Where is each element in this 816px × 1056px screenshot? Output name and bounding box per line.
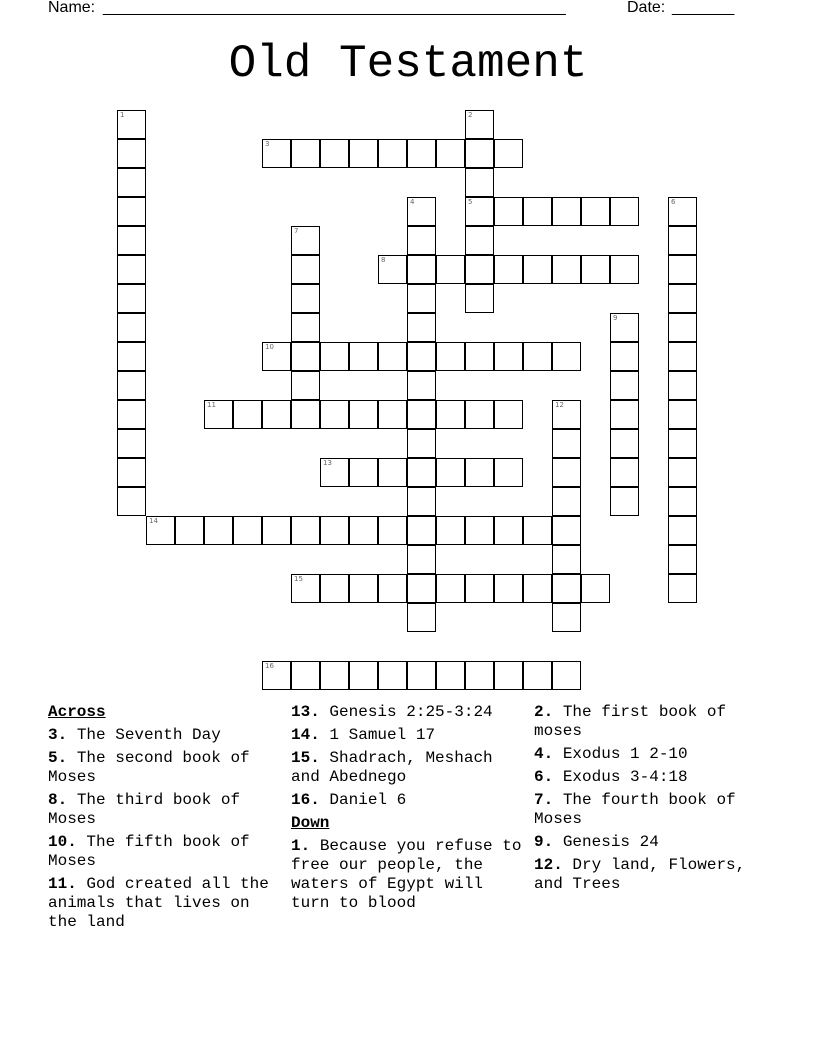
clue-number: 11. bbox=[48, 875, 77, 893]
grid-cell[interactable] bbox=[668, 284, 697, 313]
grid-cell[interactable] bbox=[552, 516, 581, 545]
across-clue bbox=[48, 875, 284, 932]
grid-cell[interactable] bbox=[465, 458, 494, 487]
grid-cell[interactable] bbox=[494, 342, 523, 371]
grid-cell[interactable] bbox=[407, 574, 436, 603]
grid-cell[interactable] bbox=[320, 516, 349, 545]
grid-cell[interactable] bbox=[291, 400, 320, 429]
grid-cell[interactable] bbox=[378, 661, 407, 690]
grid-cell[interactable] bbox=[465, 516, 494, 545]
clue-number: 7. bbox=[534, 791, 554, 809]
across-clue bbox=[48, 726, 284, 745]
grid-cell[interactable] bbox=[436, 574, 465, 603]
grid-cell[interactable] bbox=[668, 458, 697, 487]
grid-cell[interactable] bbox=[204, 516, 233, 545]
grid-cell[interactable] bbox=[320, 139, 349, 168]
grid-cell[interactable] bbox=[407, 139, 436, 168]
grid-cell[interactable] bbox=[494, 197, 523, 226]
grid-cell[interactable] bbox=[436, 255, 465, 284]
grid-cell[interactable] bbox=[291, 255, 320, 284]
across-clue bbox=[291, 749, 527, 787]
grid-cell[interactable] bbox=[668, 516, 697, 545]
name-label: Name: bbox=[48, 0, 96, 16]
clues-column-2 bbox=[291, 703, 527, 917]
clue-number: 1. bbox=[291, 837, 311, 855]
clue-number: 10. bbox=[48, 833, 77, 851]
grid-cell[interactable] bbox=[378, 458, 407, 487]
cell-number: 13 bbox=[323, 459, 332, 467]
grid-cell[interactable] bbox=[117, 255, 146, 284]
grid-cell[interactable] bbox=[407, 516, 436, 545]
across-heading: Across bbox=[48, 703, 106, 721]
clue-text: The first book of moses bbox=[534, 703, 727, 740]
grid-cell[interactable] bbox=[407, 487, 436, 516]
grid-cell[interactable] bbox=[552, 661, 581, 690]
clue-text: Because you refuse to free our people, the waters of Egypt will turn to blood bbox=[291, 837, 522, 912]
down-clue bbox=[534, 856, 770, 894]
grid-cell[interactable] bbox=[407, 371, 436, 400]
grid-cell[interactable] bbox=[668, 342, 697, 371]
across-clue bbox=[48, 749, 284, 787]
clue-text: Daniel 6 bbox=[329, 791, 407, 809]
grid-cell[interactable] bbox=[320, 458, 349, 487]
across-clue bbox=[291, 791, 527, 810]
clue-text: Exodus 1 2-10 bbox=[562, 745, 688, 763]
clue-number: 9. bbox=[534, 833, 554, 851]
grid-cell[interactable] bbox=[465, 255, 494, 284]
grid-cell[interactable] bbox=[407, 313, 436, 342]
grid-cell[interactable] bbox=[610, 255, 639, 284]
grid-cell[interactable] bbox=[320, 661, 349, 690]
down-clue bbox=[534, 745, 770, 764]
grid-cell[interactable] bbox=[349, 661, 378, 690]
grid-cell[interactable] bbox=[117, 342, 146, 371]
grid-cell[interactable] bbox=[610, 371, 639, 400]
clue-text: Genesis 24 bbox=[562, 833, 659, 851]
grid-cell[interactable] bbox=[494, 255, 523, 284]
grid-cell[interactable] bbox=[610, 197, 639, 226]
grid-cell[interactable] bbox=[436, 516, 465, 545]
grid-cell[interactable] bbox=[668, 197, 697, 226]
grid-cell[interactable] bbox=[436, 661, 465, 690]
grid-cell[interactable] bbox=[552, 574, 581, 603]
date-label: Date: bbox=[627, 0, 666, 16]
cell-number: 3 bbox=[265, 140, 270, 148]
grid-cell[interactable] bbox=[668, 545, 697, 574]
grid-cell[interactable] bbox=[291, 226, 320, 255]
clue-text: The fifth book of Moses bbox=[48, 833, 250, 870]
grid-cell[interactable] bbox=[117, 400, 146, 429]
grid-cell[interactable] bbox=[378, 342, 407, 371]
grid-cell[interactable] bbox=[552, 458, 581, 487]
grid-cell[interactable] bbox=[465, 139, 494, 168]
grid-cell[interactable] bbox=[407, 197, 436, 226]
clue-text: Exodus 3-4:18 bbox=[562, 768, 688, 786]
grid-cell[interactable] bbox=[291, 371, 320, 400]
grid-cell[interactable] bbox=[436, 400, 465, 429]
grid-cell[interactable] bbox=[117, 284, 146, 313]
grid-cell[interactable] bbox=[407, 603, 436, 632]
grid-cell[interactable] bbox=[465, 197, 494, 226]
grid-cell[interactable] bbox=[349, 574, 378, 603]
grid-cell[interactable] bbox=[291, 284, 320, 313]
grid-cell[interactable] bbox=[552, 487, 581, 516]
grid-cell[interactable] bbox=[320, 574, 349, 603]
grid-cell[interactable] bbox=[610, 313, 639, 342]
grid-cell[interactable] bbox=[465, 574, 494, 603]
across-clue bbox=[291, 703, 527, 722]
grid-cell[interactable] bbox=[407, 284, 436, 313]
name-line[interactable]: ____________________________________________________ bbox=[103, 0, 566, 16]
clue-text: Dry land, Flowers, and Trees bbox=[534, 856, 746, 893]
grid-cell[interactable] bbox=[494, 458, 523, 487]
grid-cell[interactable] bbox=[204, 400, 233, 429]
grid-cell[interactable] bbox=[581, 574, 610, 603]
grid-cell[interactable] bbox=[552, 429, 581, 458]
grid-cell[interactable] bbox=[262, 516, 291, 545]
grid-cell[interactable] bbox=[291, 342, 320, 371]
across-clue bbox=[48, 833, 284, 871]
cell-number: 6 bbox=[671, 198, 676, 206]
grid-cell[interactable] bbox=[407, 545, 436, 574]
grid-cell[interactable] bbox=[523, 516, 552, 545]
grid-cell[interactable] bbox=[465, 284, 494, 313]
grid-cell[interactable] bbox=[407, 255, 436, 284]
grid-cell[interactable] bbox=[552, 342, 581, 371]
clue-number: 4. bbox=[534, 745, 554, 763]
grid-cell[interactable] bbox=[349, 342, 378, 371]
grid-cell[interactable] bbox=[407, 226, 436, 255]
grid-cell[interactable] bbox=[378, 139, 407, 168]
cell-number: 8 bbox=[381, 256, 386, 264]
clue-number: 16. bbox=[291, 791, 320, 809]
grid-cell[interactable] bbox=[523, 661, 552, 690]
cell-number: 15 bbox=[294, 575, 303, 583]
grid-cell[interactable] bbox=[407, 458, 436, 487]
grid-cell[interactable] bbox=[291, 313, 320, 342]
grid-cell[interactable] bbox=[523, 197, 552, 226]
cell-number: 16 bbox=[265, 662, 274, 670]
grid-cell[interactable] bbox=[291, 661, 320, 690]
grid-cell[interactable] bbox=[581, 255, 610, 284]
grid-cell[interactable] bbox=[436, 139, 465, 168]
grid-cell[interactable] bbox=[494, 139, 523, 168]
clue-text: The fourth book of Moses bbox=[534, 791, 736, 828]
grid-cell[interactable] bbox=[552, 255, 581, 284]
cell-number: 9 bbox=[613, 314, 618, 322]
down-heading: Down bbox=[291, 814, 330, 832]
cell-number: 4 bbox=[410, 198, 415, 206]
grid-cell[interactable] bbox=[233, 516, 262, 545]
grid-cell[interactable] bbox=[117, 429, 146, 458]
grid-cell[interactable] bbox=[552, 545, 581, 574]
clue-number: 13. bbox=[291, 703, 320, 721]
clue-number: 14. bbox=[291, 726, 320, 744]
grid-cell[interactable] bbox=[407, 400, 436, 429]
down-clue bbox=[534, 791, 770, 829]
grid-cell[interactable] bbox=[117, 226, 146, 255]
clue-text: Shadrach, Meshach and Abednego bbox=[291, 749, 493, 786]
grid-cell[interactable] bbox=[610, 342, 639, 371]
grid-cell[interactable] bbox=[465, 226, 494, 255]
grid-cell[interactable] bbox=[262, 139, 291, 168]
clue-number: 2. bbox=[534, 703, 554, 721]
grid-cell[interactable] bbox=[291, 139, 320, 168]
grid-cell[interactable] bbox=[494, 661, 523, 690]
clue-number: 8. bbox=[48, 791, 68, 809]
grid-cell[interactable] bbox=[436, 458, 465, 487]
cell-number: 2 bbox=[468, 111, 473, 119]
cell-number: 11 bbox=[207, 401, 216, 409]
clues-column-1 bbox=[48, 703, 284, 936]
grid-cell[interactable] bbox=[117, 197, 146, 226]
grid-cell[interactable] bbox=[378, 255, 407, 284]
cell-number: 10 bbox=[265, 343, 274, 351]
grid-cell[interactable] bbox=[668, 255, 697, 284]
grid-cell[interactable] bbox=[523, 342, 552, 371]
grid-cell[interactable] bbox=[465, 110, 494, 139]
grid-cell[interactable] bbox=[494, 400, 523, 429]
cell-number: 1 bbox=[120, 111, 125, 119]
down-clue bbox=[534, 833, 770, 852]
clue-text: The second book of Moses bbox=[48, 749, 250, 786]
grid-cell[interactable] bbox=[320, 400, 349, 429]
grid-cell[interactable] bbox=[349, 516, 378, 545]
grid-cell[interactable] bbox=[117, 458, 146, 487]
grid-cell[interactable] bbox=[262, 661, 291, 690]
grid-cell[interactable] bbox=[523, 574, 552, 603]
grid-cell[interactable] bbox=[581, 197, 610, 226]
clue-number: 6. bbox=[534, 768, 554, 786]
clue-text: God created all the animals that lives on the land bbox=[48, 875, 269, 931]
grid-cell[interactable] bbox=[610, 429, 639, 458]
grid-cell[interactable] bbox=[320, 342, 349, 371]
grid-cell[interactable] bbox=[494, 574, 523, 603]
clue-number: 15. bbox=[291, 749, 320, 767]
clue-number: 5. bbox=[48, 749, 68, 767]
grid-cell[interactable] bbox=[378, 400, 407, 429]
clue-number: 12. bbox=[534, 856, 563, 874]
clue-text: The Seventh Day bbox=[76, 726, 221, 744]
grid-cell[interactable] bbox=[407, 661, 436, 690]
grid-cell[interactable] bbox=[378, 516, 407, 545]
grid-cell[interactable] bbox=[349, 139, 378, 168]
down-clue bbox=[534, 768, 770, 787]
grid-cell[interactable] bbox=[668, 371, 697, 400]
clues-column-3 bbox=[534, 703, 770, 898]
grid-cell[interactable] bbox=[117, 313, 146, 342]
cell-number: 7 bbox=[294, 227, 299, 235]
grid-cell[interactable] bbox=[233, 400, 262, 429]
grid-cell[interactable] bbox=[262, 342, 291, 371]
puzzle-title: Old Testament bbox=[228, 38, 588, 90]
grid-cell[interactable] bbox=[668, 487, 697, 516]
cell-number: 5 bbox=[468, 198, 473, 206]
date-line[interactable]: _______ bbox=[672, 0, 735, 16]
grid-cell[interactable] bbox=[465, 168, 494, 197]
down-clue bbox=[291, 837, 527, 913]
grid-cell[interactable] bbox=[465, 661, 494, 690]
grid-cell[interactable] bbox=[349, 400, 378, 429]
across-clue bbox=[291, 726, 527, 745]
grid-cell[interactable] bbox=[610, 400, 639, 429]
grid-cell[interactable] bbox=[465, 400, 494, 429]
grid-cell[interactable] bbox=[552, 197, 581, 226]
grid-cell[interactable] bbox=[668, 226, 697, 255]
grid-cell[interactable] bbox=[668, 574, 697, 603]
grid-cell[interactable] bbox=[146, 516, 175, 545]
down-clue bbox=[534, 703, 770, 741]
grid-cell[interactable] bbox=[610, 458, 639, 487]
clue-number: 3. bbox=[48, 726, 68, 744]
grid-cell[interactable] bbox=[552, 400, 581, 429]
clue-text: The third book of Moses bbox=[48, 791, 241, 828]
grid-cell[interactable] bbox=[465, 342, 494, 371]
clue-text: 1 Samuel 17 bbox=[329, 726, 436, 744]
grid-cell[interactable] bbox=[668, 429, 697, 458]
grid-cell[interactable] bbox=[436, 342, 465, 371]
grid-cell[interactable] bbox=[117, 168, 146, 197]
grid-cell[interactable] bbox=[494, 516, 523, 545]
grid-cell[interactable] bbox=[117, 139, 146, 168]
grid-cell[interactable] bbox=[668, 400, 697, 429]
grid-cell[interactable] bbox=[262, 400, 291, 429]
grid-cell[interactable] bbox=[117, 487, 146, 516]
grid-cell[interactable] bbox=[523, 255, 552, 284]
grid-cell[interactable] bbox=[668, 313, 697, 342]
grid-cell[interactable] bbox=[291, 574, 320, 603]
grid-cell[interactable] bbox=[349, 458, 378, 487]
grid-cell[interactable] bbox=[378, 574, 407, 603]
grid-cell[interactable] bbox=[552, 603, 581, 632]
grid-cell[interactable] bbox=[407, 342, 436, 371]
grid-cell[interactable] bbox=[117, 110, 146, 139]
cell-number: 14 bbox=[149, 517, 158, 525]
grid-cell[interactable] bbox=[610, 487, 639, 516]
clue-text: Genesis 2:25-3:24 bbox=[329, 703, 493, 721]
grid-cell[interactable] bbox=[291, 516, 320, 545]
grid-cell[interactable] bbox=[175, 516, 204, 545]
across-clue bbox=[48, 791, 284, 829]
grid-cell[interactable] bbox=[407, 429, 436, 458]
grid-cell[interactable] bbox=[117, 371, 146, 400]
cell-number: 12 bbox=[555, 401, 564, 409]
